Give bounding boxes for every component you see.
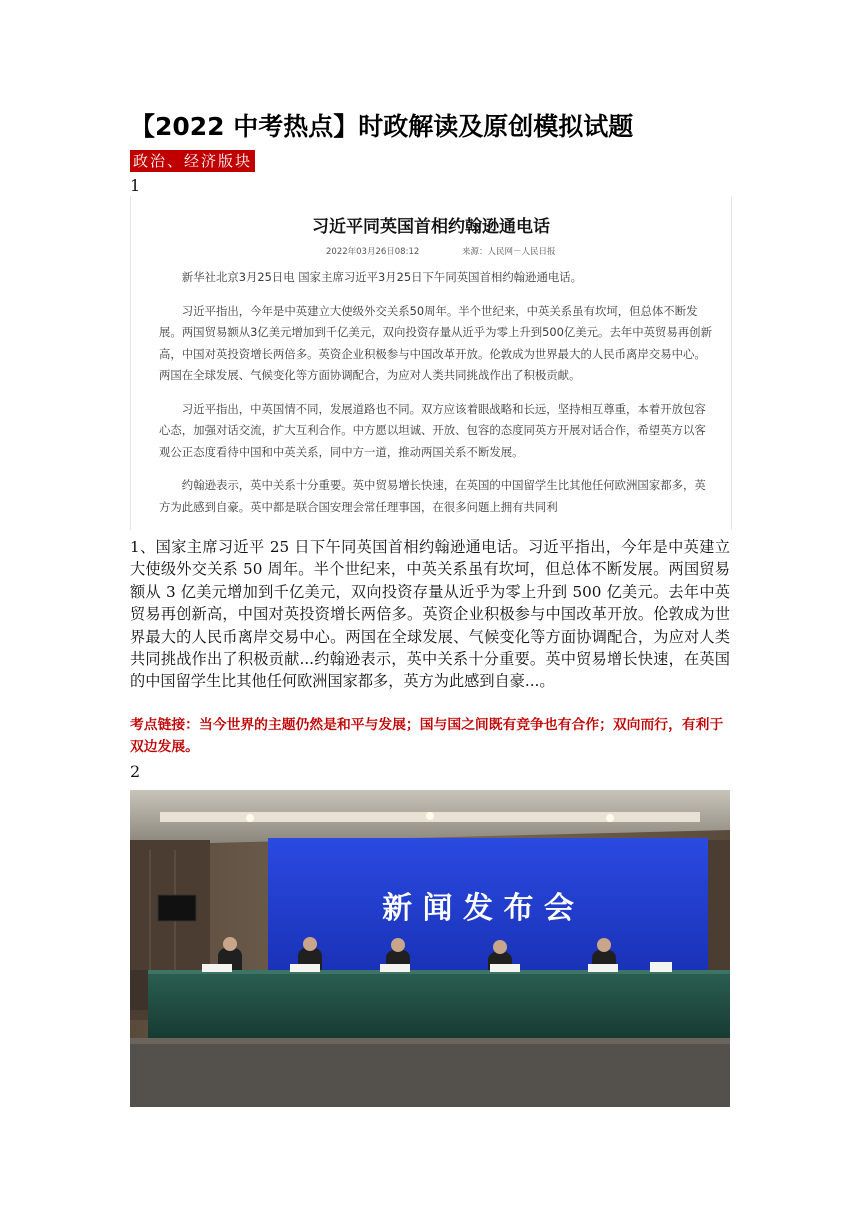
article-source: 来源：人民网－人民日报	[461, 247, 556, 257]
article-paragraph: 习近平指出，今年是中英建立大使级外交关系50周年。半个世纪来，中英关系虽有坎坷，但总体不断发展。两国贸易额从3亿美元增加到千亿美元，双向投资存量从近乎为零上升到500亿美元。去年中英贸易再创新高，中国对英投资增长两倍多。英资企业积极参与中国改革开放。伦敦成为世界最大的人民币离岸交易中心。两国在全球发展、气候变化等方面协调配合，为应对人类共同挑战作出了积极贡献。	[159, 303, 712, 382]
article-paragraph: 新华社北京3月25日电 国家主席习近平3月25日下午同英国首相约翰逊通电话。	[181, 270, 583, 284]
article-paragraph: 习近平指出，中英国情不同，发展道路也不同。双方应该着眼战略和长远，坚持相互尊重，本着开放包容心态，加强对话交流，扩大互利合作。中方愿以坦诚、开放、包容的态度同英方开展对话合作，希望英方以客观公正态度看待中国和中英关系，同中方一道，推动两国关系不断发展。	[159, 401, 706, 459]
section-tag: 政治、经济版块	[130, 150, 255, 172]
page-title: 【2022 中考热点】时政解读及原创模拟试题	[130, 112, 634, 141]
article-paragraph: 约翰逊表示，英中关系十分重要。英中贸易增长快速，在英国的中国留学生比其他任何欧洲国家都多，英方为此感到自豪。英中都是联合国安理会常任理事国，在很多问题上拥有共同利	[159, 478, 706, 514]
exam-point-label: 考点链接：	[130, 717, 199, 733]
screen-text: 新 闻 发 布 会	[382, 891, 574, 926]
item-number: 2	[130, 762, 141, 781]
exam-point-content: 当今世界的主题仍然是和平与发展；国与国之间既有竞争也有合作；双向而行，有利于双边发展。	[130, 717, 724, 755]
exam-point-link	[130, 714, 730, 758]
news-article-screenshot	[130, 196, 732, 530]
press-conference-photo	[130, 790, 730, 1107]
item-body-text: 1、国家主席习近平 25 日下午同英国首相约翰逊通电话。习近平指出，今年是中英建立大使级外交关系 50 周年。半个世纪来，中英关系虽有坎坷，但总体不断发展。两国贸易额从 3 亿美元增加到千亿美元，双向投资存量从近乎为零上升到 500 亿美元。去年中英贸易再创新高，中国对英投资增长两倍多。英资企业积极参与中国改革开放。伦敦成为世界最大的人民币离岸交易中心。两国在全球发展、气候变化等方面协调配合，为应对人类共同挑战作出了积极贡献...约翰逊表示，英中关系十分重要。英中贸易增长快速，在英国的中国留学生比其他任何欧洲国家都多，英方为此感到自豪...。	[130, 538, 730, 691]
article-meta	[131, 245, 731, 257]
item-number: 1	[130, 176, 141, 195]
article-date: 2022年03月26日08:12	[326, 247, 420, 257]
article-headline: 习近平同英国首相约翰逊通电话	[312, 217, 550, 237]
